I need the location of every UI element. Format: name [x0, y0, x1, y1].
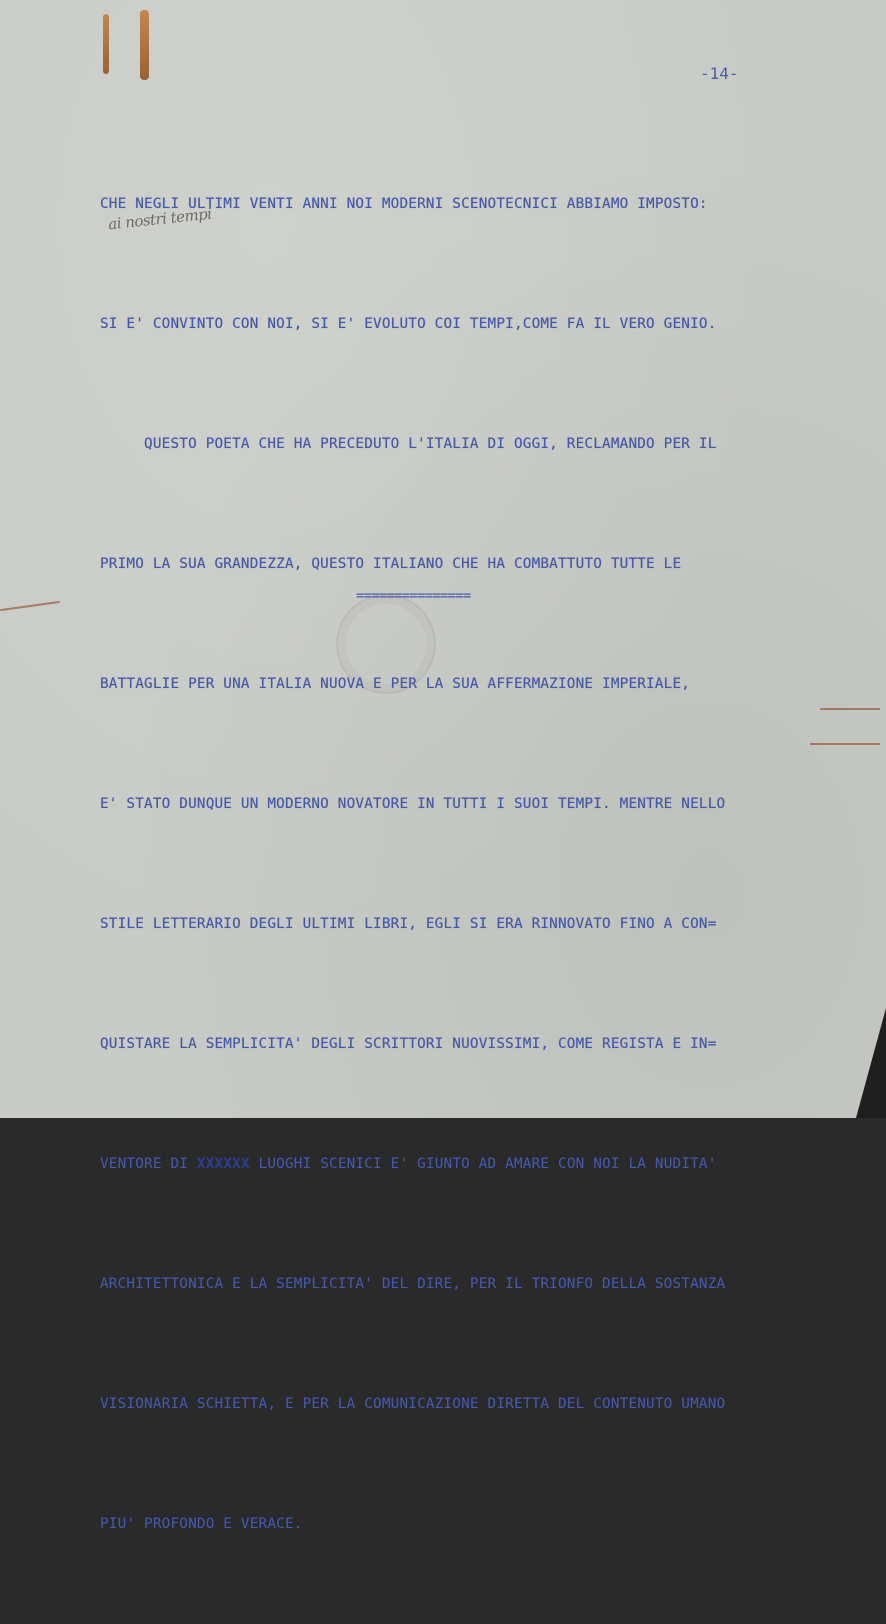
section-divider: ===============	[356, 588, 471, 604]
page-number: -14-	[700, 64, 739, 83]
torn-corner	[856, 1008, 886, 1118]
text-line: STILE LETTERARIO DEGLI ULTIMI LIBRI, EGLI SI ERA RINNOVATO FINO A CON=	[100, 916, 717, 932]
text-line: SI E' CONVINTO CON NOI, SI E' EVOLUTO COI TEMPI,COME FA IL VERO GENIO.	[100, 316, 717, 332]
handwritten-note: ai nostri tempi	[107, 204, 213, 234]
text-line: QUISTARE LA SEMPLICITA' DEGLI SCRITTORI NUOVISSIMI, COME REGISTA E IN=	[100, 1036, 717, 1052]
rust-stain	[103, 14, 109, 74]
text-line: PIU' PROFONDO E VERACE.	[100, 1516, 303, 1532]
typed-text-body	[100, 104, 860, 1624]
text-line: PRIMO LA SUA GRANDEZZA, QUESTO ITALIANO CHE HA COMBATTUTO TUTTE LE	[100, 556, 682, 572]
struck-out-word: XXXXXX	[196, 1156, 250, 1172]
margin-mark	[0, 601, 60, 611]
text-line: QUESTO POETA CHE HA PRECEDUTO L'ITALIA DI OGGI, RECLAMANDO PER IL	[100, 436, 717, 452]
text-line: BATTAGLIE PER UNA ITALIA NUOVA E PER LA SUA AFFERMAZIONE IMPERIALE,	[100, 676, 691, 692]
text-segment: VENTORE DI	[100, 1156, 197, 1172]
rust-stain	[140, 10, 149, 80]
text-line	[100, 1144, 860, 1184]
text-line: ARCHITETTONICA E LA SEMPLICITA' DEL DIRE, PER IL TRIONFO DELLA SOSTANZA	[100, 1276, 726, 1292]
text-line: VISIONARIA SCHIETTA, E PER LA COMUNICAZIONE DIRETTA DEL CONTENUTO UMANO	[100, 1396, 726, 1412]
text-line: E' STATO DUNQUE UN MODERNO NOVATORE IN TUTTI I SUOI TEMPI. MENTRE NELLO	[100, 796, 726, 812]
text-line: CHE NEGLI ULTIMI VENTI ANNI NOI MODERNI SCENOTECNICI ABBIAMO IMPOSTO:	[100, 196, 708, 212]
text-segment: LUOGHI SCENICI E' GIUNTO AD AMARE CON NOI LA NUDITA'	[249, 1156, 717, 1172]
